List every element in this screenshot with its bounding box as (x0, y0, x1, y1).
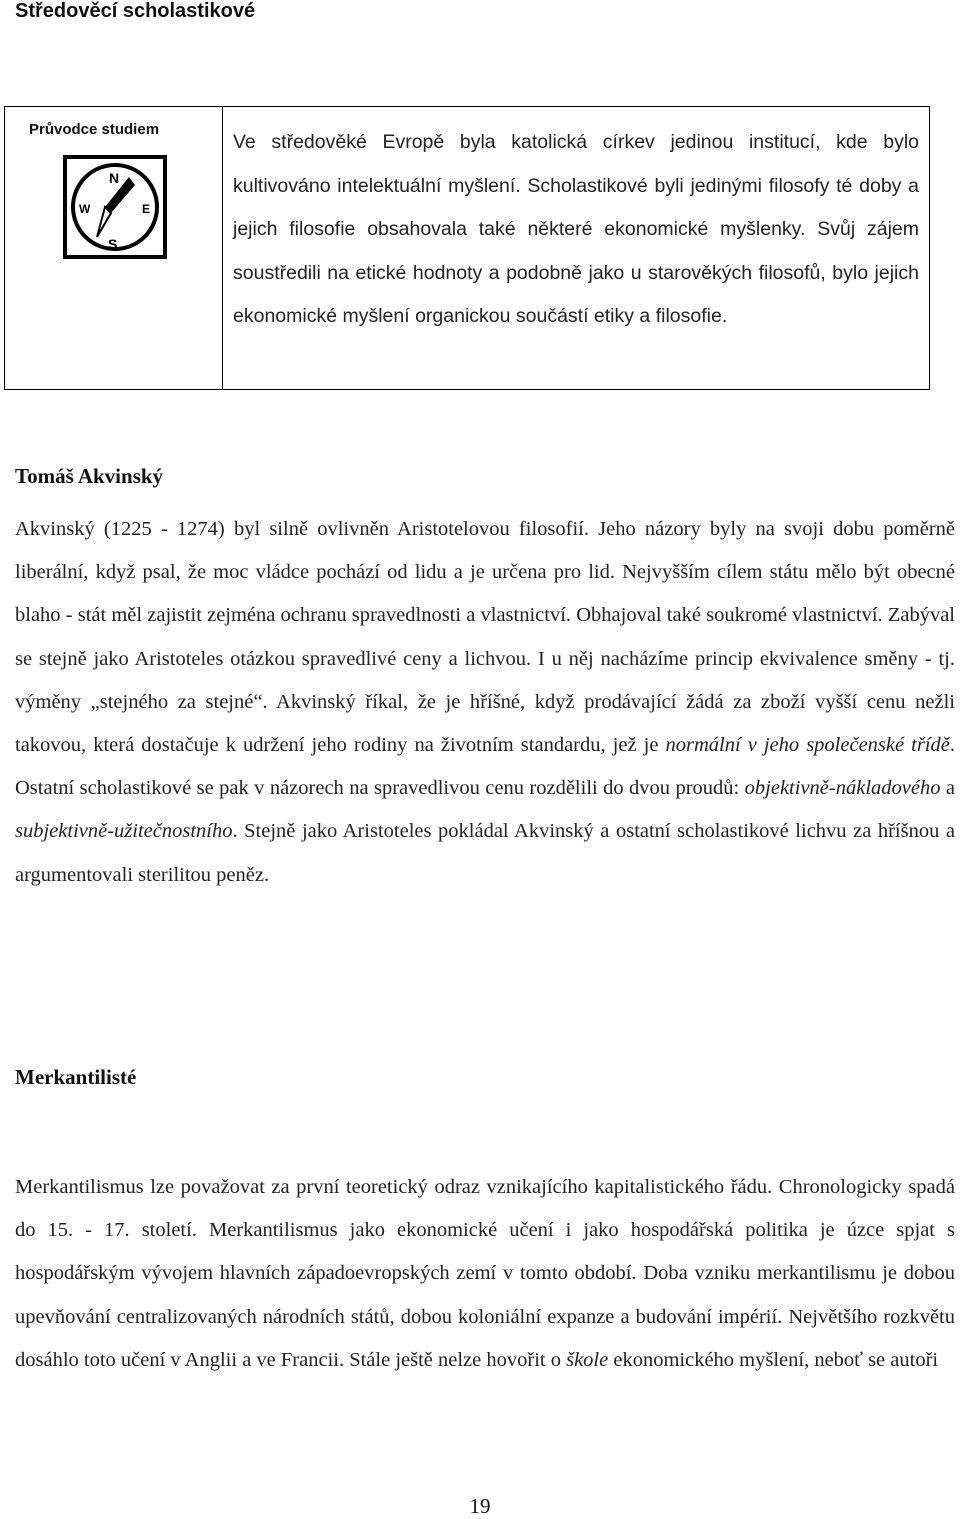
page-number: 19 (469, 1494, 491, 1518)
section-heading-mercantilists: Merkantilisté (15, 1065, 137, 1089)
emphasis-text: subjektivně-užitečnostního (15, 820, 233, 843)
compass-icon (63, 155, 167, 259)
paragraph-text: . Ostatní scholastikové se pak v názorech na spravedlivou cenu rozdělili do dvou proudů: (15, 734, 955, 800)
compass-letter-n: N (109, 170, 120, 186)
study-guide-text: Ve středověké Evropě byla katolická církev jedinou institucí, kde bylo kultivováno intelektuální myšlení. Scholastikové byli jedinými filosofy té doby a jejich filosofie obsahovala také některé ekonomické myšlenky. Svůj zájem soustředili na etické hodnoty a podobně jako u starověkých filosofů, bylo jejich ekonomické myšlení organickou součástí etiky a filosofie. (233, 131, 919, 327)
study-guide-label: Průvodce studiem (29, 121, 160, 138)
compass-letter-s: S (108, 236, 118, 252)
section-heading-aquinas: Tomáš Akvinský (15, 464, 164, 488)
paragraph-text: ekonomického myšlení, neboť se autoři (608, 1348, 939, 1371)
paragraph-text: . Stejně jako Aristoteles pokládal Akvinský a ostatní scholastikové lichvu za hříšnou a argumentovali sterilitou peněz. (15, 820, 955, 886)
paragraph-text: a (940, 777, 955, 800)
paragraph-text: Merkantilismus lze považovat za první teoretický odraz vznikajícího kapitalistického řádu. Chronologicky spadá do 15. - 17. století. Merkantilismus jako ekonomické učení i jako hospodářská politika je úzce spjat s hospodářským vývojem hlavních západoevropských zemí v tomto období. Doba vzniku merkantilismu je dobou upevňování centralizovaných národních států, dobou koloniální expanze a budování impérií. Největšího rozkvětu dosáhlo toto učení v Anglii a ve Francii. Stále ještě nelze hovořit o (15, 1176, 955, 1371)
aquinas-paragraph (15, 508, 955, 897)
mercantilism-paragraph (15, 1166, 955, 1382)
study-guide-box (4, 106, 930, 390)
compass-letter-e: E (142, 202, 151, 216)
study-guide-sidebar (5, 107, 223, 389)
paragraph-text: Akvinský (1225 - 1274) byl silně ovlivněn Aristotelovou filosofií. Jeho názory byly na svoji dobu poměrně liberální, když psal, že moc vládce pochází od lidu a je určena pro lid. Nejvyšším cílem státu mělo být obecné blaho - stát měl zajistit zejména ochranu spravedlnosti a vlastnictví. Obhajoval také soukromé vlastnictví. Zabýval se stejně jako Aristoteles otázkou spravedlivé ceny a lichvou. I u něj nacházíme princip ekvivalence směny - tj. výměny „stejného za stejné“. Akvinský říkal, že je hříšné, když prodávající žádá za zboží vyšší cenu nežli takovou, která dostačuje k udržení jeho rodiny na životním standardu, jež je (15, 518, 955, 757)
section-heading: Středověcí scholastikové (15, 0, 256, 22)
compass-letter-w: W (79, 202, 91, 216)
emphasis-text: normální v jeho společenské třídě (665, 734, 950, 757)
emphasis-text: objektivně-nákladového (744, 777, 941, 800)
emphasis-text: škole (566, 1348, 609, 1371)
